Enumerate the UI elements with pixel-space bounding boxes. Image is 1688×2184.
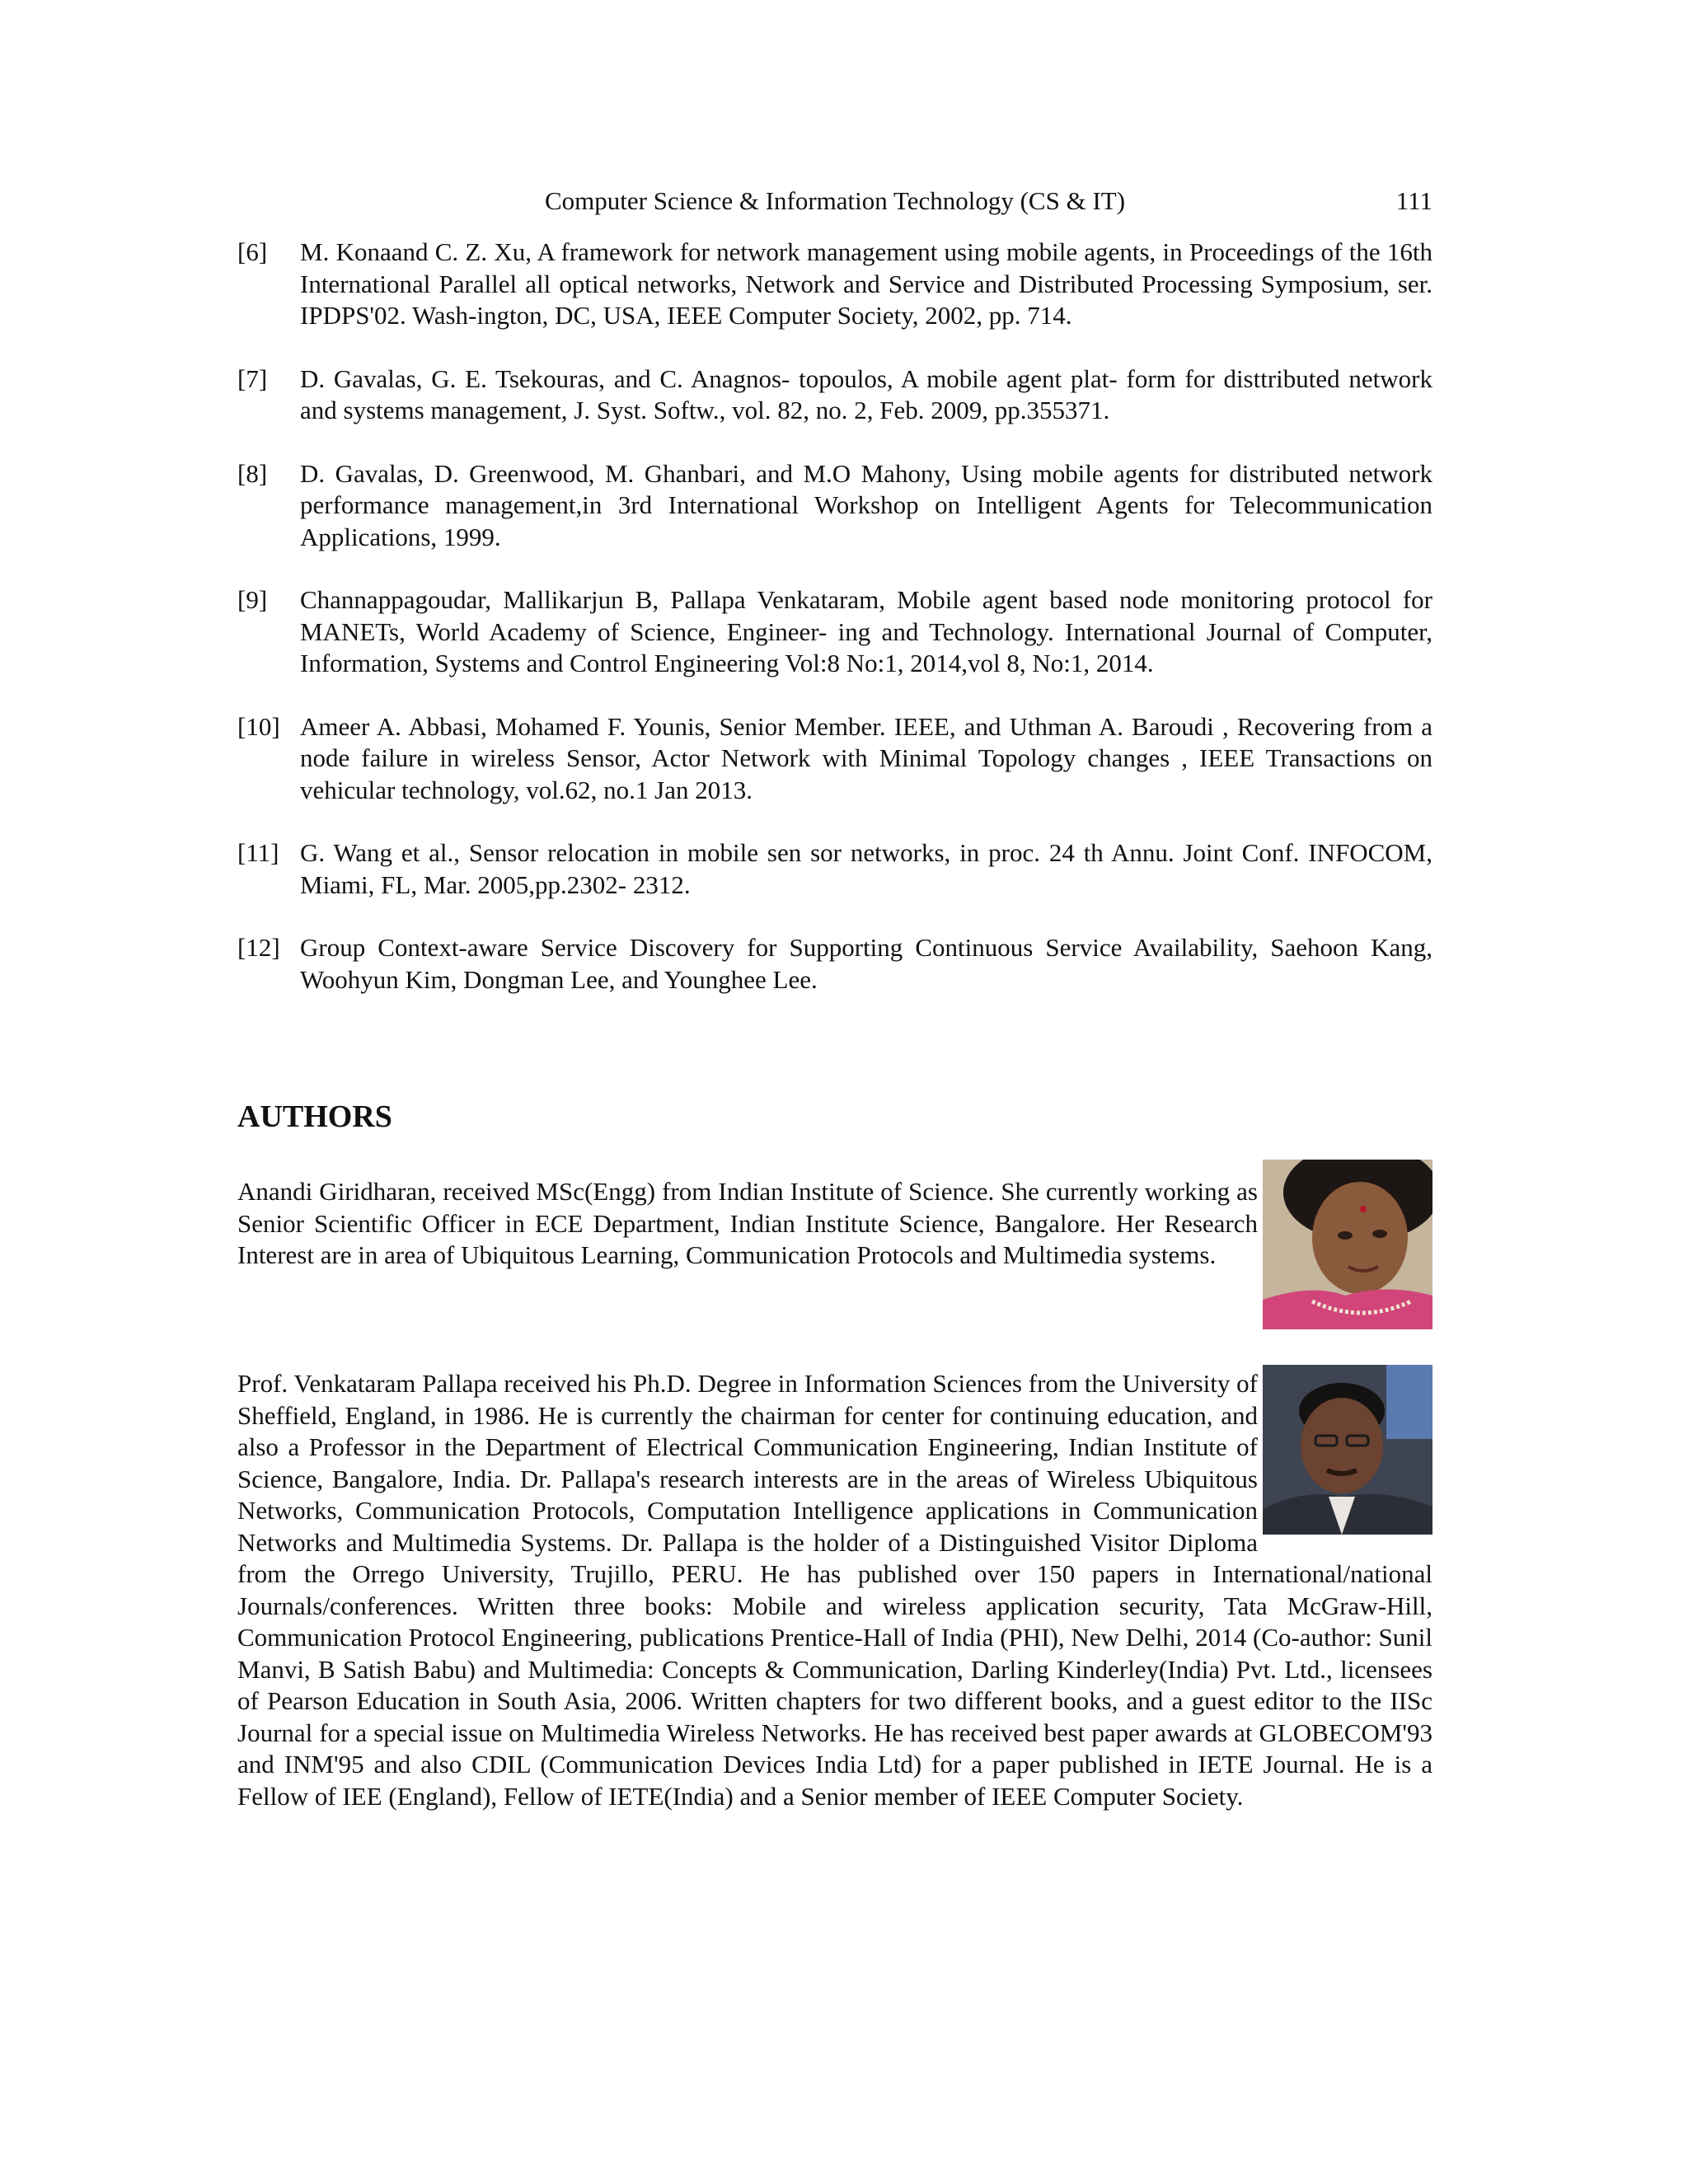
reference-number: [8] bbox=[237, 458, 268, 488]
reference-number: [11] bbox=[237, 838, 279, 867]
author-bio-giridharan bbox=[237, 1176, 1432, 1329]
reference-text: G. Wang et al., Sensor relocation in mobile sen sor networks, in proc. 24 th Annu. Joint Conf. INFOCOM, Miami, FL, Mar. 2005,pp.2302- 2312. bbox=[300, 838, 1432, 899]
page-number: 111 bbox=[1395, 186, 1432, 215]
reference-item bbox=[237, 237, 1432, 332]
reference-item bbox=[237, 711, 1432, 807]
reference-list bbox=[237, 237, 1432, 1027]
running-header bbox=[237, 183, 1432, 219]
reference-number: [9] bbox=[237, 585, 268, 614]
reference-item bbox=[237, 584, 1432, 680]
bio-text: Prof. Venkataram Pallapa received his Ph.D. Degree in Information Sciences from the University of Sheffield, England, in 1986. He is currently the chairman for center for continuing education, and also a Professor in the Department of Electrical Communication Engineering, Indian Institute of Science, Bangalore, India. Dr. Pallapa's research interests are in the areas of Wireless Ubiquitous Networks, Communication Protocols, Computation Intelligence applications in Communication Networks and Multimedia Systems. Dr. Pallapa is the holder of a Distinguished Visitor Diploma from the Orrego University, Trujillo, PERU. He has published over 150 papers in International/national Journals/conferences. Written three books: Mobile and wireless application security, Tata McGraw-Hill, Communication Protocol Engineering, publications Prentice-Hall of India (PHI), New Delhi, 2014 (Co-author: Sunil Manvi, B Satish Babu) and Multimedia: Concepts & Communication, Darling Kinderley(India) Pvt. Ltd., licensees of Pearson Education in South Asia, 2006. Written chapters for two different books, and a guest editor to the IISc Journal for a special issue on Multimedia Wireless Networks. He has received best paper awards at GLOBECOM'93 and INM'95 and also CDIL (Communication Devices India Ltd) for a paper published in IETE Journal. He is a Fellow of IEE (England), Fellow of IETE(India) and a Senior member of IEEE Computer Society. bbox=[237, 1369, 1432, 1811]
reference-item bbox=[237, 837, 1432, 901]
reference-text: Ameer A. Abbasi, Mohamed F. Younis, Senior Member. IEEE, and Uthman A. Baroudi , Recovering from a node failure in wireless Sensor, Actor Network with Minimal Topology changes , IEEE Transactions on vehicular technology, vol.62, no.1 Jan 2013. bbox=[300, 711, 1432, 804]
reference-item bbox=[237, 363, 1432, 427]
reference-number: [12] bbox=[237, 933, 280, 962]
reference-number: [6] bbox=[237, 237, 268, 266]
bio-text: Anandi Giridharan, received MSc(Engg) from Indian Institute of Science. She currently working as Senior Scientific Officer in ECE Department, Indian Institute Science, Bangalore. Her Research Interest are in area of Ubiquitous Learning, Communication Protocols and Multimedia systems. bbox=[237, 1177, 1258, 1269]
reference-text: D. Gavalas, D. Greenwood, M. Ghanbari, and M.O Mahony, Using mobile agents for distributed network performance management,in 3rd International Workshop on Intelligent Agents for Telecommunication Applications, 1999. bbox=[300, 458, 1432, 551]
author-bio-pallapa bbox=[237, 1368, 1432, 1812]
author-photo-pallapa bbox=[1263, 1365, 1432, 1535]
reference-item bbox=[237, 458, 1432, 554]
portrait-woman-image bbox=[1263, 1160, 1432, 1329]
reference-number: [10] bbox=[237, 711, 280, 741]
author-photo-giridharan bbox=[1263, 1160, 1432, 1329]
journal-name: Computer Science & Information Technology (CS & IT) bbox=[544, 186, 1126, 215]
authors-heading: AUTHORS bbox=[237, 1099, 392, 1134]
reference-text: Channappagoudar, Mallikarjun B, Pallapa Venkataram, Mobile agent based node monitoring protocol for MANETs, World Academy of Science, Engineer- ing and Technology. International Journal of Computer, Information, Systems and Control Engineering Vol:8 No:1, 2014,vol 8, No:1, 2014. bbox=[300, 585, 1432, 677]
reference-text: M. Konaand C. Z. Xu, A framework for network management using mobile agents, in Proceedings of the 16th International Parallel all optical networks, Network and Service and Distributed Processing Symposium, ser. IPDPS'02. Wash-ington, DC, USA, IEEE Computer Society, 2002, pp. 714. bbox=[300, 237, 1432, 330]
reference-number: [7] bbox=[237, 363, 268, 393]
reference-text: D. Gavalas, G. E. Tsekouras, and C. Anagnos- topoulos, A mobile agent plat- form for disttributed network and systems management, J. Syst. Softw., vol. 82, no. 2, Feb. 2009, pp.355371. bbox=[300, 363, 1432, 424]
reference-text: Group Context-aware Service Discovery for Supporting Continuous Service Availability, Saehoon Kang, Woohyun Kim, Dongman Lee, and Younghee Lee. bbox=[300, 933, 1432, 994]
reference-item bbox=[237, 932, 1432, 996]
portrait-man-image bbox=[1263, 1365, 1432, 1535]
